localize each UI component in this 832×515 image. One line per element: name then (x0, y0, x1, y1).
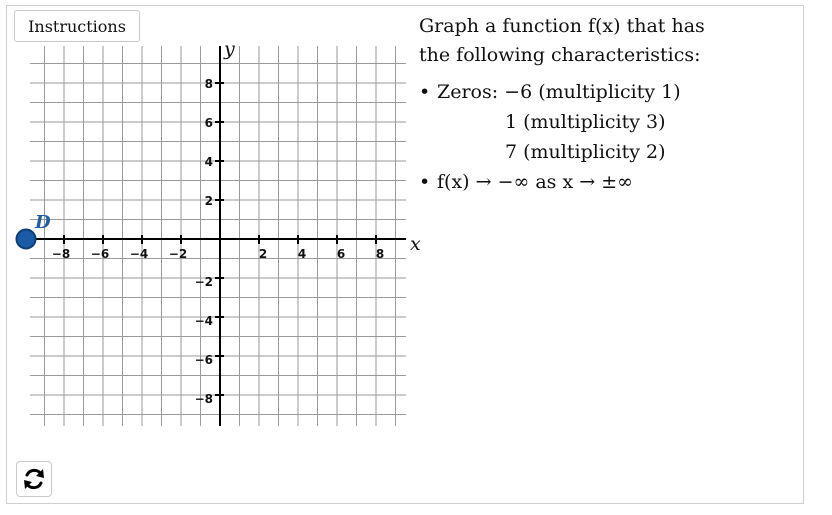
bullet: • (419, 171, 431, 193)
y-tick-label: 6 (204, 116, 213, 130)
refresh-icon (20, 465, 48, 493)
y-tick-label: −2 (194, 275, 213, 289)
task-line-1-text: Graph a function f(x) that has (419, 15, 705, 37)
zero-1: −6 (multiplicity 1) (504, 81, 681, 103)
x-tick-label: 4 (297, 247, 307, 261)
zeros-item (419, 78, 799, 107)
zero-2: 1 (multiplicity 3) (505, 111, 666, 133)
point-d-label: D (35, 212, 51, 233)
y-tick-label: −8 (194, 392, 213, 406)
x-tick-label: −2 (168, 247, 188, 261)
x-tick-label: 6 (336, 247, 346, 261)
bullet: • (419, 81, 431, 103)
grid-lines (30, 46, 406, 426)
y-tick-label: −4 (194, 314, 213, 328)
task-line-1 (419, 12, 799, 41)
y-tick-label: 4 (204, 155, 213, 169)
y-tick-label: 8 (204, 77, 213, 91)
task-line-2-text: the following characteristics: (419, 44, 701, 66)
axis-ticks (52, 77, 384, 406)
draggable-point-d[interactable] (17, 212, 52, 249)
end-behavior-item (419, 168, 799, 197)
task-line-2 (419, 41, 799, 70)
x-tick-label: −8 (51, 247, 71, 261)
zero-2-line (419, 108, 799, 137)
zeros-prefix: Zeros: (437, 81, 505, 103)
y-tick-label: −6 (194, 353, 213, 367)
task-description (419, 12, 799, 197)
x-tick-label: 2 (258, 247, 268, 261)
x-axis-label: x (410, 233, 421, 255)
point-d-marker[interactable] (17, 230, 36, 249)
zero-3-line (419, 138, 799, 167)
x-tick-label: 8 (375, 247, 385, 261)
zero-3: 7 (multiplicity 2) (505, 141, 666, 163)
end-behavior: f(x) → −∞ as x → ±∞ (437, 171, 633, 193)
reset-button[interactable] (16, 461, 52, 497)
instructions-button[interactable]: Instructions (14, 10, 140, 42)
y-tick-label: 2 (204, 194, 213, 208)
y-axis-label: y (224, 38, 235, 60)
x-tick-label: −4 (129, 247, 149, 261)
x-tick-label: −6 (90, 247, 110, 261)
